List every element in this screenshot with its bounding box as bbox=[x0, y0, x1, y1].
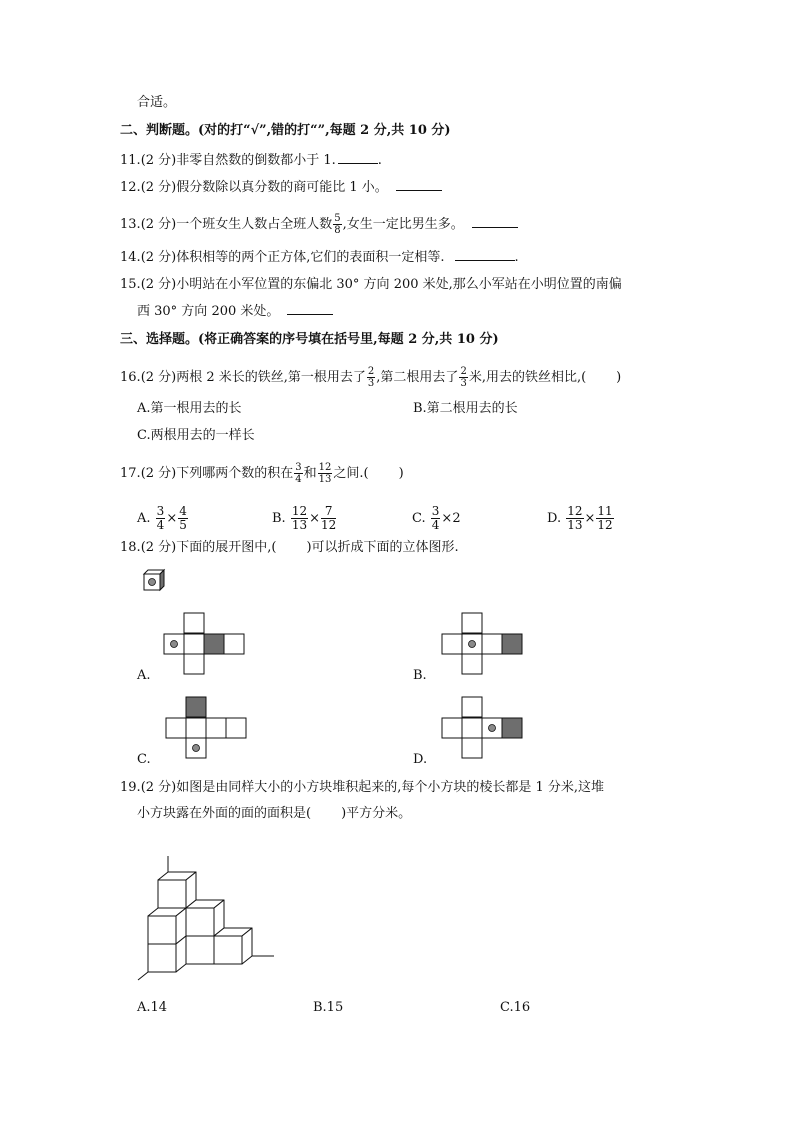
q17-number: 17. bbox=[120, 466, 141, 481]
q12-number: 12. bbox=[120, 180, 141, 195]
q17-fraction-2: $\frac{12}{13}$ bbox=[318, 462, 332, 485]
intro-tail: 合适。 bbox=[137, 95, 177, 110]
question-18 bbox=[120, 540, 459, 556]
q15-text-a: 小明站在小军位置的东偏北 30° 方向 200 米处,那么小军站在小明位置的南偏 bbox=[176, 277, 622, 292]
q16-option-a[interactable]: A.第一根用去的长 bbox=[137, 401, 242, 416]
q12-answer-blank[interactable] bbox=[396, 179, 442, 191]
q16-option-c[interactable]: C.两根用去的一样长 bbox=[137, 428, 255, 443]
q11-text: 非零自然数的倒数都小于 1. bbox=[176, 153, 336, 168]
q19-text-c: )平方分米。 bbox=[341, 806, 412, 821]
q18-net-b[interactable] bbox=[440, 612, 524, 678]
q17-text-and: 和 bbox=[303, 466, 317, 481]
q16-text-a: 两根 2 米长的铁丝,第一根用去了 bbox=[176, 370, 366, 385]
q13-text-b: ,女生一定比男生多。 bbox=[342, 217, 464, 232]
q14-end: . bbox=[514, 250, 519, 265]
q19-text-a: 如图是由同样大小的小方块堆积起来的,每个小方块的棱长都是 1 分米,这堆 bbox=[176, 780, 605, 795]
question-13 bbox=[120, 213, 518, 236]
question-12 bbox=[120, 179, 442, 196]
q18-label-d: D. bbox=[413, 752, 428, 767]
q18-net-d[interactable] bbox=[440, 696, 524, 762]
q17-option-d[interactable]: D. $\frac{12}{13}$ × $\frac{11}{12}$ bbox=[547, 504, 613, 532]
question-15-line1 bbox=[120, 277, 622, 293]
q15-score: (2 分) bbox=[140, 277, 177, 292]
question-14 bbox=[120, 249, 519, 266]
q14-score: (2 分) bbox=[140, 250, 177, 265]
question-17 bbox=[120, 462, 404, 485]
q19-number: 19. bbox=[120, 780, 141, 795]
q15-number: 15. bbox=[120, 277, 141, 292]
q16-option-b[interactable]: B.第二根用去的长 bbox=[413, 401, 518, 416]
q17-text-a: 下列哪两个数的积在 bbox=[176, 466, 294, 481]
q13-fraction: $\frac{5}{8}$ bbox=[334, 213, 341, 236]
q17-text-c: ) bbox=[398, 466, 404, 481]
q17-text-b: 之间.( bbox=[333, 466, 369, 481]
q14-text: 体积相等的两个正方体,它们的表面积一定相等. bbox=[176, 250, 445, 265]
q18-net-a[interactable] bbox=[162, 612, 246, 678]
question-19-line2 bbox=[137, 806, 411, 822]
section3-heading: 三、选择题。(将正确答案的序号填在括号里,每题 2 分,共 10 分) bbox=[120, 332, 499, 347]
q17-option-a[interactable]: A. $\frac{3}{4}$ × $\frac{4}{5}$ bbox=[137, 504, 187, 532]
question-15-line2 bbox=[137, 303, 333, 320]
q13-text-a: 一个班女生人数占全班人数 bbox=[176, 217, 333, 232]
q17-option-b[interactable]: B. $\frac{12}{13}$ × $\frac{7}{12}$ bbox=[272, 504, 337, 532]
section2-heading: 二、判断题。(对的打“√”,错的打“”,每题 2 分,共 10 分) bbox=[120, 123, 451, 138]
q19-cube-stack-figure bbox=[138, 852, 280, 982]
q18-net-c[interactable] bbox=[164, 696, 248, 762]
q13-number: 13. bbox=[120, 217, 141, 232]
q17-option-c[interactable]: C. $\frac{3}{4}$ ×2 bbox=[412, 504, 461, 532]
q18-label-a: A. bbox=[137, 668, 151, 683]
q12-text: 假分数除以真分数的商可能比 1 小。 bbox=[176, 180, 388, 195]
q11-end: . bbox=[377, 153, 382, 168]
q16-text-d: ) bbox=[616, 370, 622, 385]
question-16 bbox=[120, 366, 621, 389]
q16-text-c: 米,用去的铁丝相比,( bbox=[468, 370, 587, 385]
q19-option-c[interactable]: C.16 bbox=[500, 1000, 531, 1015]
q13-answer-blank[interactable] bbox=[472, 216, 518, 228]
q17-score: (2 分) bbox=[140, 466, 177, 481]
q14-answer-blank[interactable] bbox=[455, 249, 515, 261]
q13-score: (2 分) bbox=[140, 217, 177, 232]
q16-fraction-2: $\frac{2}{3}$ bbox=[460, 366, 467, 389]
q17-fraction-1: $\frac{3}{4}$ bbox=[295, 462, 302, 485]
q18-score: (2 分) bbox=[140, 540, 177, 555]
q18-label-c: C. bbox=[137, 752, 151, 767]
question-19-line1 bbox=[120, 780, 604, 796]
q11-score: (2 分) bbox=[140, 153, 177, 168]
q15-text-b: 西 30° 方向 200 米处。 bbox=[137, 304, 280, 319]
q16-score: (2 分) bbox=[140, 370, 177, 385]
q18-reference-cube bbox=[140, 568, 170, 598]
q16-fraction-1: $\frac{2}{3}$ bbox=[367, 366, 375, 389]
q18-label-b: B. bbox=[413, 668, 427, 683]
q19-text-b: 小方块露在外面的面的面积是( bbox=[137, 806, 312, 821]
q11-answer-blank[interactable] bbox=[338, 152, 378, 164]
q19-score: (2 分) bbox=[140, 780, 177, 795]
question-11 bbox=[120, 152, 382, 169]
q19-option-b[interactable]: B.15 bbox=[313, 1000, 344, 1015]
q16-number: 16. bbox=[120, 370, 141, 385]
q19-option-a[interactable]: A.14 bbox=[137, 1000, 168, 1015]
q14-number: 14. bbox=[120, 250, 141, 265]
q18-text-a: 下面的展开图中,( bbox=[176, 540, 277, 555]
q15-answer-blank[interactable] bbox=[287, 303, 333, 315]
q18-number: 18. bbox=[120, 540, 141, 555]
q12-score: (2 分) bbox=[140, 180, 177, 195]
q16-text-b: ,第二根用去了 bbox=[376, 370, 459, 385]
q18-text-b: )可以折成下面的立体图形. bbox=[306, 540, 459, 555]
q11-number: 11. bbox=[120, 153, 141, 168]
